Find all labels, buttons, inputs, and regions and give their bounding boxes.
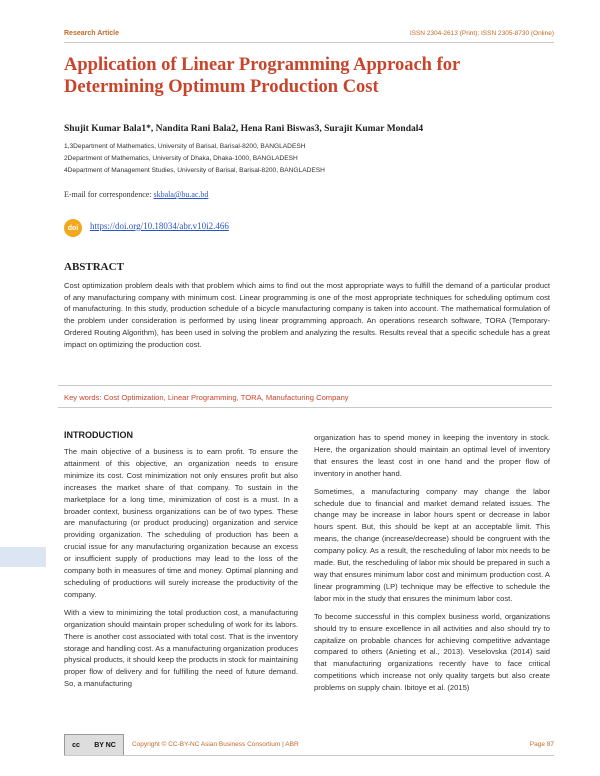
correspondence-line: [64, 190, 208, 199]
keywords: Key words: Cost Optimization, Linear Programming, TORA, Manufacturing Company: [64, 393, 349, 402]
paragraph: organization has to spend money in keeping the inventory in stock. Here, the organization should maintain an optimal level of inventory that ensures the least cost in one hand and the proper flow of inventory in another hand.: [314, 433, 550, 478]
author-list: Shujit Kumar Bala1*, Nandita Rani Bala2, Hena Rani Biswas3, Surajit Kumar Mondal4: [64, 124, 424, 134]
keywords-divider-top: [58, 385, 552, 386]
cc-terms: BY NC: [94, 741, 116, 749]
doi-link[interactable]: https://doi.org/10.18034/abr.v10i2.466: [90, 221, 229, 231]
paragraph: To become successful in this complex business world, organizations should try to ensure excellence in all activities and also should try to capitalize on probable chances for achieving competitive advantage compared to others (Anieting et al., 2013). Veselovska (2014) said that manufacturing organizations recently have to face critical competitions which increase not only quality targets but also create problems on supply chain. Ibitoye et al. (2015): [314, 611, 550, 693]
side-decoration: [0, 547, 46, 567]
article-type-label: Research Article: [64, 30, 119, 37]
paragraph: With a view to minimizing the total production cost, a manufacturing organization should maintain proper scheduling of work for its labors. There is another cost associated with total cost. That is the inventory storage and handling cost. As a manufacturing organization produces physical products, it should keep the products in stock for maintaining proper flow of delivery and for fulfilling the need of future demand. So, a manufacturing: [64, 607, 298, 689]
email-label: E-mail for correspondence:: [64, 190, 152, 199]
email-link[interactable]: skbala@bu.ac.bd: [153, 190, 209, 199]
issn-label: ISSN 2304-2613 (Print); ISSN 2305-8730 (Online): [409, 30, 554, 37]
affiliation-1: 1,3Department of Mathematics, University of Barisal, Barisal-8200, BANGLADESH: [64, 143, 306, 150]
cc-icon: cc: [72, 741, 80, 749]
introduction-heading: INTRODUCTION: [64, 430, 133, 440]
abstract-heading: ABSTRACT: [64, 261, 124, 273]
paragraph: Sometimes, a manufacturing company may change the labor schedule due to financial and market demand related issues. The change may be increase in labor hours spent or decrease in labor hours spent. But, this should be kept at an acceptable limit. This means, the change (increase/decrease) should be congruent with the company policy. As a result, the rescheduling of labor mix needs to be made. But, the rescheduling of labor mix should be prepared in such a way that ensures minimum labor cost and minimum production cost. A linear programming (LP) technique may be effective to schedule the labor mix in the study that ensures the minimum labor cost.: [314, 486, 550, 603]
article-title: Application of Linear Programming Approach for Determining Optimum Production Cost: [64, 55, 460, 97]
left-column: [64, 446, 298, 696]
abstract-body: Cost optimization problem deals with that problem which aims to find out the most appropriate ways to fulfill the demand of a particular product of any manufacturing company with minimum cost. Linear programming is one of the most appropriate techniques for scheduling optimum cost of manufacturing. In this study, production schedule of a bicycle manufacturing company is taken into account. The mathematical formulation of the problem under consideration is performed by using linear programming approach. An operations research software, TORA (Temporary-Ordered Routing Algorithm), has been used in solving the problem and analyzing the results. Results reveal that a specific schedule has a great impact on optimizing the production cost.: [64, 281, 550, 349]
affiliation-3: 4Department of Management Studies, University of Barisal, Barisal-8200, BANGLADESH: [64, 167, 325, 174]
right-column: [314, 432, 550, 700]
footer-divider: [64, 755, 554, 756]
copyright-notice: Copyright © CC-BY-NC Asian Business Consortium | ABR: [132, 741, 299, 748]
keywords-divider-bottom: [58, 407, 552, 408]
page-number: Page 87: [529, 741, 554, 748]
affiliation-2: 2Department of Mathematics, University of Dhaka, Dhaka-1000, BANGLADESH: [64, 155, 298, 162]
cc-license-badge[interactable]: [64, 734, 124, 756]
doi-icon: doi: [64, 219, 82, 237]
header-divider: [64, 42, 554, 43]
paragraph: The main objective of a business is to earn profit. To ensure the attainment of this objective, an organization needs to ensure minimize its cost. Cost minimization not only ensures profit but also increases the market share of that company. To sustain in the marketplace for a long time, minimization of cost is a must. In a broader context, business organizations can be of two types. These are manufacturing (or product producing) organization and service providing organization. The scheduling of production has been a crucial issue for any manufacturing organization because an excess or insufficient supply of productions may lead to the loss of the company both in measures of time and money. Optimal planning and scheduling of productions will surely increase the productivity of the company.: [64, 447, 298, 599]
